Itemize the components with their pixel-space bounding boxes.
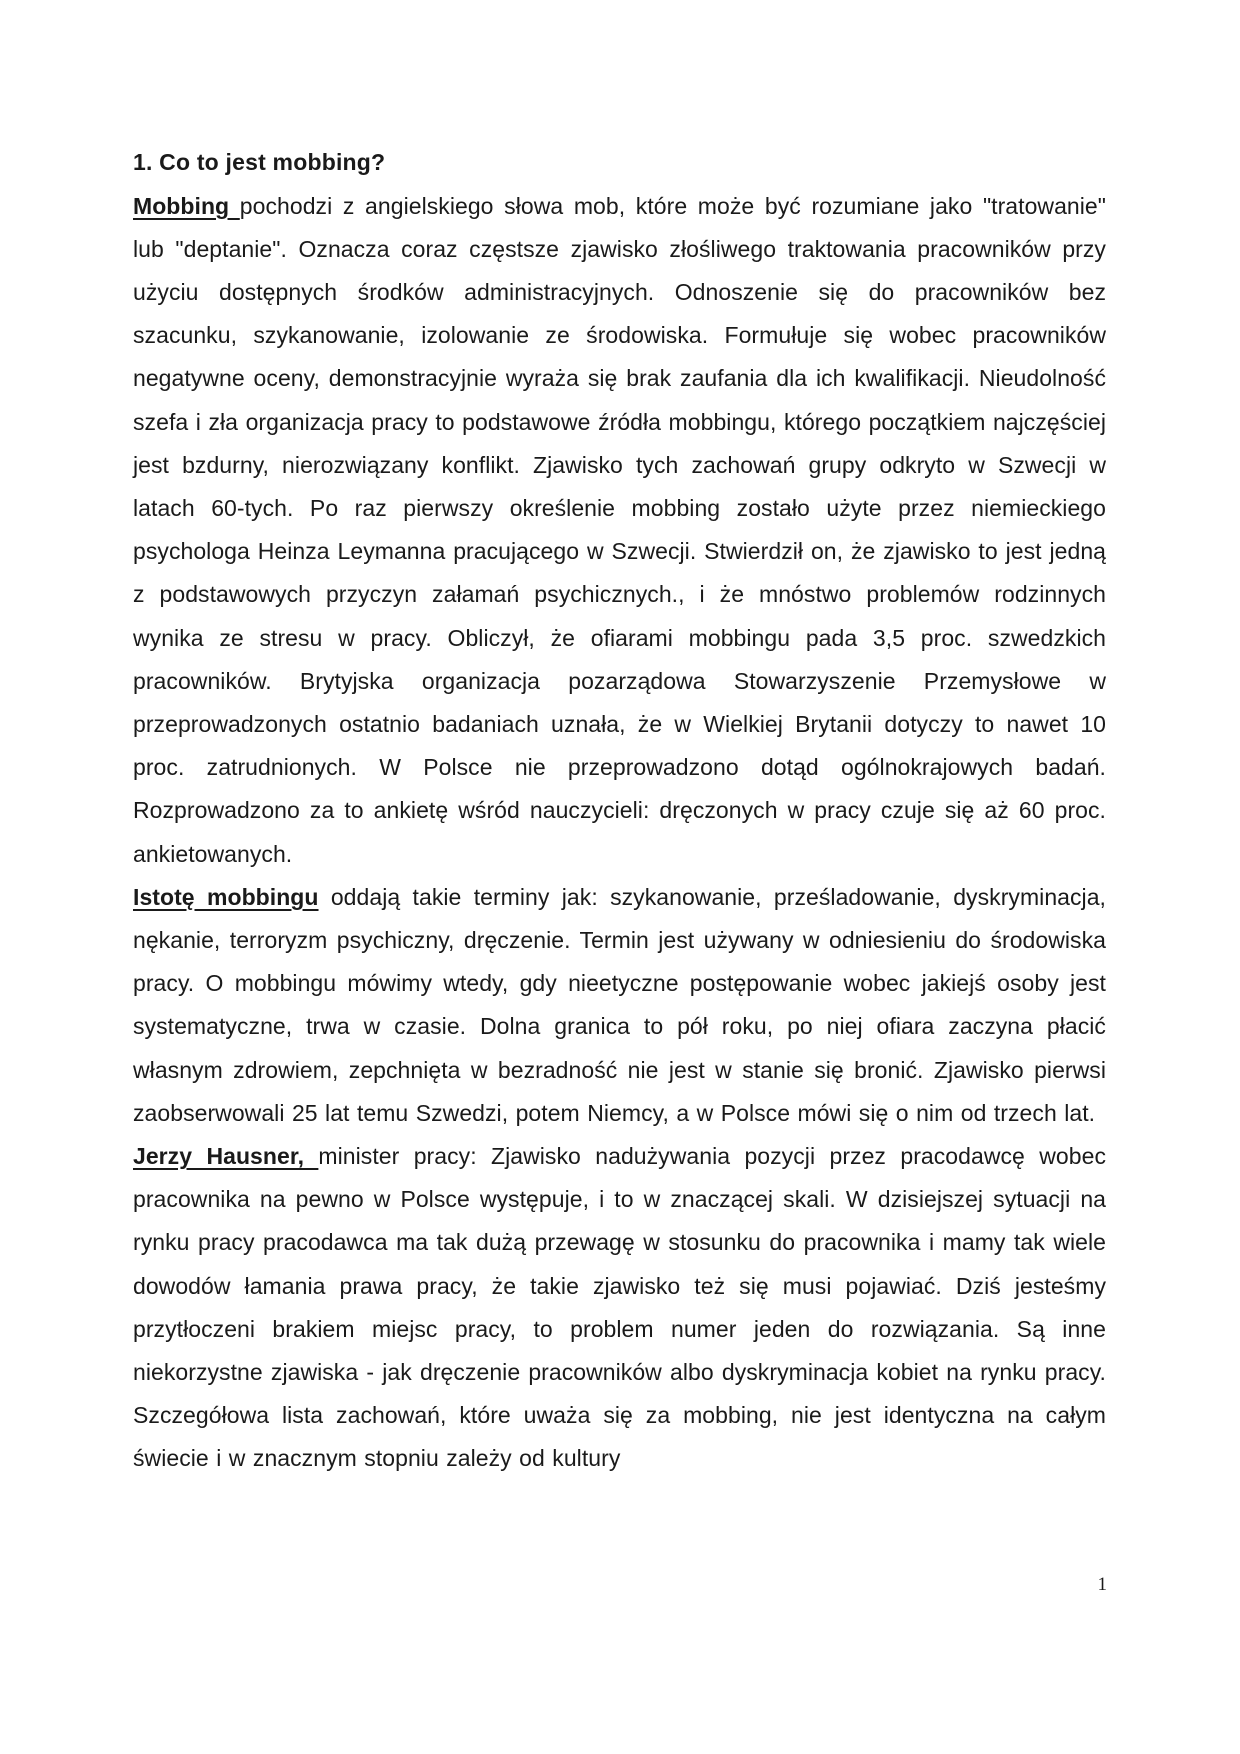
document-body	[133, 141, 1106, 1481]
paragraph-text: pochodzi z angielskiego słowa mob, które może być rozumiane jako "tratowanie" lub "deptanie". Oznacza coraz częstsze zjawisko złośliwego traktowania pracowników przy użyciu dostępnych środków administracyjnych. Odnoszenie się do pracowników bez szacunku, szykanowanie, izolowanie ze środowiska. Formułuje się wobec pracowników negatywne oceny, demonstracyjnie wyraża się brak zaufania dla ich kwalifikacji. Nieudolność szefa i zła organizacja pracy to podstawowe źródła mobbingu, którego początkiem najczęściej jest bzdurny, nierozwiązany konflikt. Zjawisko tych zachowań grupy odkryto w Szwecji w latach 60-tych. Po raz pierwszy określenie mobbing zostało użyte przez niemieckiego psychologa Heinza Leymanna pracującego w Szwecji. Stwierdził on, że zjawisko to jest jedną z podstawowych przyczyn załamań psychicznych., i że mnóstwo problemów rodzinnych wynika ze stresu w pracy. Obliczył, że ofiarami mobbingu pada 3,5 proc. szwedzkich pracowników. Brytyjska organizacja pozarządowa Stowarzyszenie Przemysłowe w przeprowadzonych ostatnio badaniach uznała, że w Wielkiej Brytanii dotyczy to nawet 10 proc. zatrudnionych. W Polsce nie przeprowadzono dotąd ogólnokrajowych badań. Rozprowadzono za to ankietę wśród nauczycieli: dręczonych w pracy czuje się aż 60 proc. ankietowanych.	[133, 192, 1106, 867]
section-heading: 1. Co to jest mobbing?	[133, 149, 386, 175]
paragraph-text: minister pracy: Zjawisko nadużywania pozycji przez pracodawcę wobec pracownika na pewno w Polsce występuje, i to w znaczącej skali. W dzisiejszej sytuacji na rynku pracy pracodawca ma tak dużą przewagę w stosunku do pracownika i mamy tak wiele dowodów łamania prawa pracy, że takie zjawisko też się musi pojawiać. Dziś jesteśmy przytłoczeni brakiem miejsc pracy, to problem numer jeden do rozwiązania. Są inne niekorzystne zjawiska - jak dręczenie pracowników albo dyskryminacja kobiet na rynku pracy. Szczegółowa lista zachowań, które uważa się za mobbing, nie jest identyczna na całym świecie i w znacznym stopniu zależy od kultury	[133, 1142, 1106, 1472]
page-number: 1	[1097, 1574, 1107, 1595]
paragraph-lead-term: Jerzy Hausner,	[133, 1142, 319, 1169]
paragraph-lead-term: Istotę mobbingu	[133, 883, 319, 910]
paragraph-mobbing-definition	[133, 185, 1106, 876]
paragraph-hausner-quote	[133, 1135, 1106, 1481]
paragraph-text: oddają takie terminy jak: szykanowanie, prześladowanie, dyskryminacja, nękanie, terroryzm psychiczny, dręczenie. Termin jest używany w odniesieniu do środowiska pracy. O mobbingu mówimy wtedy, gdy nieetyczne postępowanie wobec jakiejś osoby jest systematyczne, trwa w czasie. Dolna granica to pół roku, po niej ofiara zaczyna płacić własnym zdrowiem, zepchnięta w bezradność nie jest w stanie się bronić. Zjawisko pierwsi zaobserwowali 25 lat temu Szwedzi, potem Niemcy, a w Polsce mówi się o nim od trzech lat.	[133, 883, 1106, 1126]
paragraph-lead-term: Mobbing	[133, 192, 240, 219]
paragraph-mobbing-essence	[133, 876, 1106, 1135]
